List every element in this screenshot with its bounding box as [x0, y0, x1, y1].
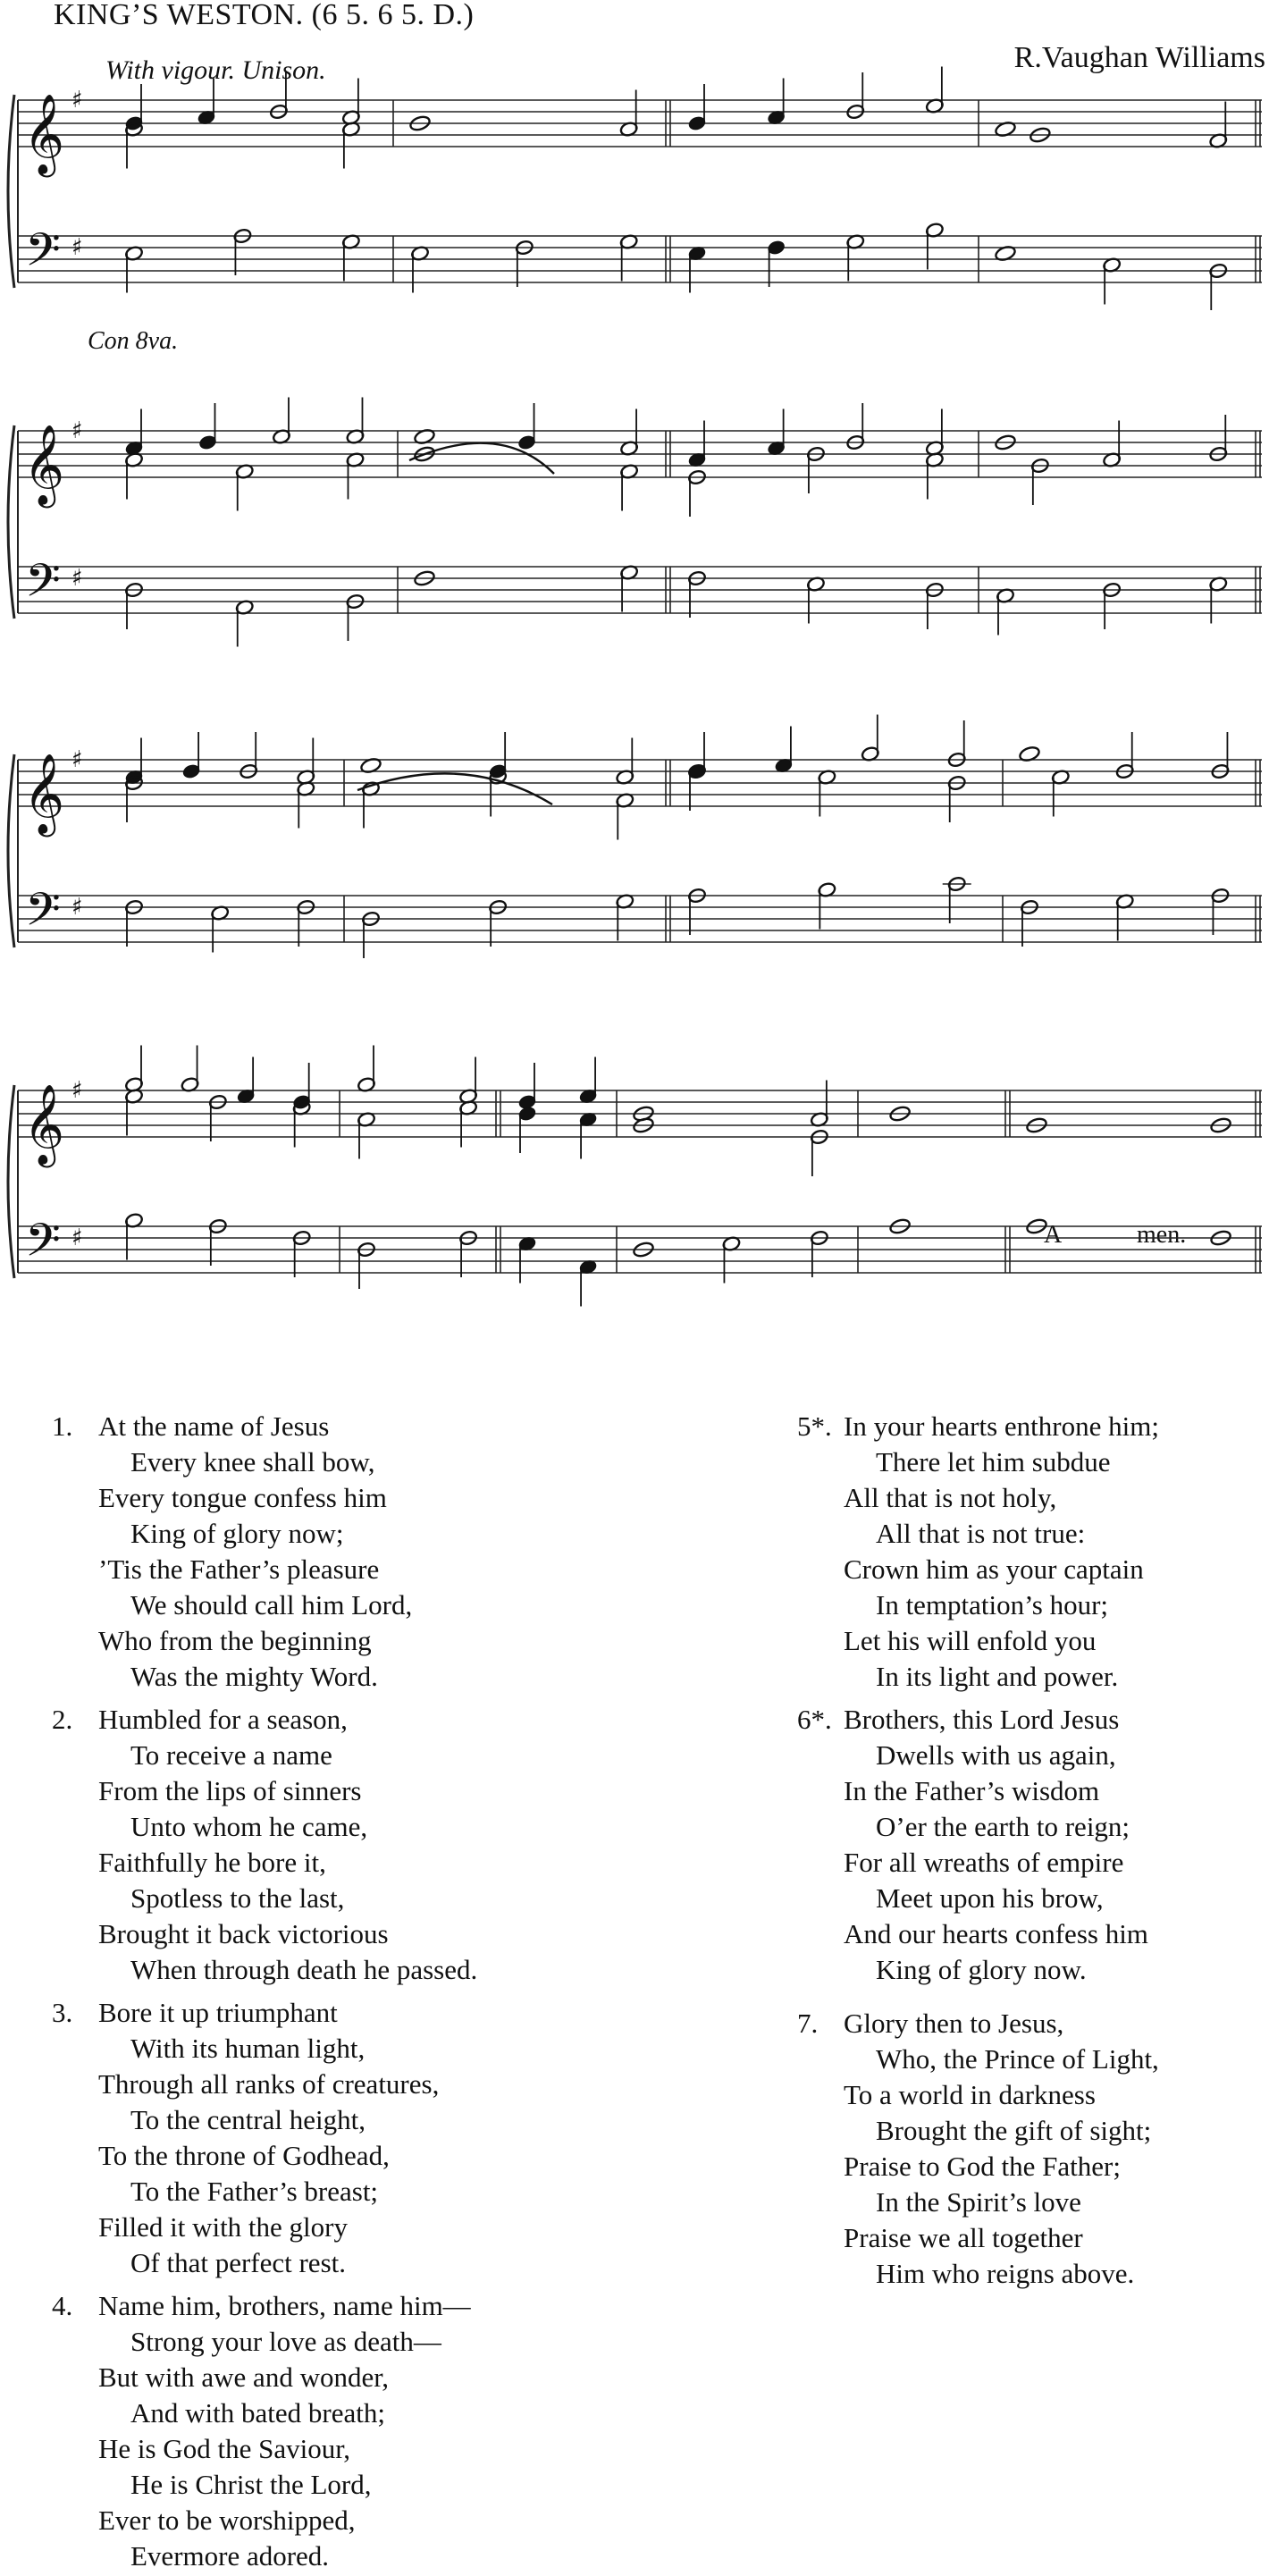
- verse-5: [797, 1409, 1159, 1695]
- verse-line: From the lips of sinners: [98, 1775, 362, 1806]
- verse-line: Meet upon his brow,: [876, 1882, 1104, 1914]
- key-sharp-icon: ♯: [71, 746, 83, 773]
- verse-line: Every knee shall bow,: [130, 1446, 375, 1477]
- verse-line: For all wreaths of empire: [844, 1847, 1124, 1878]
- verse-line: Ever to be worshipped,: [98, 2504, 356, 2536]
- verse-number: 1.: [52, 1410, 73, 1442]
- verse-2: [52, 1702, 477, 1988]
- verse-line: Bore it up triumphant: [98, 1997, 338, 2028]
- verse-line: Brought it back victorious: [98, 1918, 389, 1949]
- bass-clef-icon: 𝄢: [25, 223, 61, 288]
- verse-line: In your hearts enthrone him;: [844, 1410, 1159, 1442]
- verse-number: 3.: [52, 1997, 73, 2028]
- verse-line: In the Father’s wisdom: [844, 1775, 1100, 1806]
- verse-line: Brought the gift of sight;: [876, 2115, 1152, 2146]
- verse-line: When through death he passed.: [130, 1954, 478, 1985]
- verse-line: King of glory now;: [130, 1518, 344, 1549]
- verse-line: Brothers, this Lord Jesus: [844, 1704, 1120, 1735]
- verse-line: With its human light,: [130, 2033, 366, 2064]
- hymn-tune-title: KING’S WESTON. (6 5. 6 5. D.): [54, 0, 475, 31]
- verse-line: And our hearts confess him: [844, 1918, 1148, 1949]
- verse-line: Every tongue confess him: [98, 1482, 387, 1513]
- verse-line: And with bated breath;: [130, 2397, 385, 2429]
- verse-line: Praise to God the Father;: [844, 2151, 1121, 2182]
- composer-name: R.Vaughan Williams: [1013, 41, 1265, 74]
- verse-line: Praise we all together: [844, 2222, 1083, 2253]
- verse-line: Through all ranks of creatures,: [98, 2068, 440, 2100]
- verse-line: In its light and power.: [876, 1661, 1119, 1692]
- verse-line: To the throne of Godhead,: [98, 2140, 390, 2171]
- verse-line: Humbled for a season,: [98, 1704, 348, 1735]
- verse-line: To the Father’s breast;: [130, 2176, 379, 2207]
- verse-line: Him who reigns above.: [876, 2258, 1135, 2289]
- slur-mark: [357, 773, 552, 804]
- verse-line: King of glory now.: [876, 1954, 1087, 1985]
- verse-line: Who, the Prince of Light,: [876, 2043, 1159, 2075]
- verse-line: In the Spirit’s love: [876, 2186, 1081, 2218]
- verse-line: At the name of Jesus: [98, 1410, 330, 1442]
- bass-clef-icon: 𝄢: [25, 1213, 61, 1278]
- verse-line: We should call him Lord,: [130, 1589, 413, 1621]
- verse-line: Name him, brothers, name him—: [98, 2290, 471, 2321]
- key-sharp-icon: ♯: [71, 234, 83, 261]
- verse-line: To the central height,: [130, 2104, 366, 2135]
- verse-line: Let his will enfold you: [844, 1625, 1097, 1656]
- verse-line: Dwells with us again,: [876, 1739, 1116, 1771]
- verse-line: All that is not holy,: [844, 1482, 1057, 1513]
- verse-line: All that is not true:: [876, 1518, 1086, 1549]
- verse-3: [52, 1995, 439, 2281]
- verse-line: Unto whom he came,: [130, 1811, 368, 1842]
- treble-clef-icon: 𝄞: [23, 1084, 65, 1165]
- verse-line: O’er the earth to reign;: [876, 1811, 1130, 1842]
- verse-line: Of that perfect rest.: [130, 2247, 346, 2278]
- verse-line: But with awe and wonder,: [98, 2361, 390, 2393]
- system-brace: [8, 425, 14, 619]
- system-brace: [8, 95, 14, 288]
- key-sharp-icon: ♯: [71, 1077, 83, 1104]
- verse-line: There let him subdue: [876, 1446, 1111, 1477]
- key-sharp-icon: ♯: [71, 565, 83, 592]
- key-sharp-icon: ♯: [71, 87, 83, 114]
- system-brace: [8, 754, 14, 947]
- verse-line: Filled it with the glory: [98, 2211, 348, 2243]
- con-8va-marking: Con 8va.: [88, 327, 179, 355]
- verse-line: Crown him as your captain: [844, 1553, 1144, 1585]
- verse-number: 6*.: [797, 1704, 832, 1735]
- verse-line: Faithfully he bore it,: [98, 1847, 326, 1878]
- verse-line: Evermore adored.: [130, 2540, 330, 2572]
- tempo-marking: With vigour. Unison.: [105, 55, 326, 85]
- verse-line: To a world in darkness: [844, 2079, 1096, 2110]
- verse-line: Was the mighty Word.: [130, 1661, 378, 1692]
- verse-line: He is God the Saviour,: [98, 2433, 351, 2464]
- verse-number: 5*.: [797, 1410, 832, 1442]
- verse-line: Glory then to Jesus,: [844, 2008, 1064, 2039]
- verse-line: Strong your love as death—: [130, 2326, 441, 2357]
- verse-4: [52, 2288, 471, 2574]
- verse-6: [797, 1702, 1148, 1988]
- verse-1: [52, 1409, 412, 1695]
- system-brace: [8, 1085, 14, 1278]
- amen-syllable-men: men.: [1137, 1221, 1187, 1249]
- bass-clef-icon: 𝄢: [25, 882, 61, 947]
- verse-number: 4.: [52, 2290, 73, 2321]
- treble-clef-icon: 𝄞: [23, 94, 65, 174]
- verse-line: In temptation’s hour;: [876, 1589, 1109, 1621]
- verse-number: 7.: [797, 2008, 819, 2039]
- treble-clef-icon: 𝄞: [23, 425, 65, 505]
- verse-line: Who from the beginning: [98, 1625, 372, 1656]
- verse-line: ’Tis the Father’s pleasure: [98, 1553, 380, 1585]
- verse-7: [797, 2006, 1159, 2292]
- verse-line: He is Christ the Lord,: [130, 2469, 372, 2500]
- verse-line: To receive a name: [130, 1739, 332, 1771]
- verse-line: Spotless to the last,: [130, 1882, 345, 1914]
- verse-number: 2.: [52, 1704, 73, 1735]
- amen-syllable-a: A: [1044, 1221, 1063, 1249]
- key-sharp-icon: ♯: [71, 417, 83, 444]
- key-sharp-icon: ♯: [71, 1225, 83, 1251]
- bass-clef-icon: 𝄢: [25, 553, 61, 619]
- key-sharp-icon: ♯: [71, 894, 83, 921]
- treble-clef-icon: 𝄞: [23, 753, 65, 834]
